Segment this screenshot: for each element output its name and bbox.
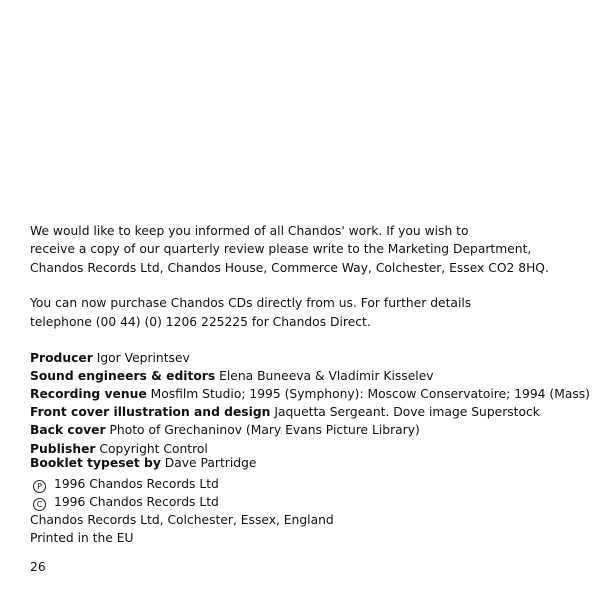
credit-value: Dave Partridge	[164, 456, 257, 470]
phonogram-icon: P	[33, 480, 46, 493]
credit-value: Copyright Control	[99, 442, 208, 456]
credit-value: Jaquetta Sergeant. Dove image Superstock	[274, 405, 540, 419]
credit-value: Mosfilm Studio; 1995 (Symphony): Moscow Conservatoire; 1994 (Mass)	[150, 387, 590, 401]
credit-front-cover	[30, 404, 540, 420]
credit-value: Photo of Grechaninov (Mary Evans Picture Library)	[109, 423, 420, 437]
phonographic-copyright	[33, 476, 219, 493]
purchase-line: telephone (00 44) (0) 1206 225225 for Chandos Direct.	[30, 315, 371, 329]
credit-label: Front cover illustration and design	[30, 405, 271, 419]
printed-in: Printed in the EU	[30, 531, 134, 545]
credit-back-cover	[30, 422, 420, 438]
credit-label: Producer	[30, 351, 93, 365]
credit-label: Booklet typeset by	[30, 456, 161, 470]
credit-value: Igor Veprintsev	[96, 351, 190, 365]
credit-producer	[30, 350, 190, 366]
credit-label: Back cover	[30, 423, 106, 437]
copyright-icon: C	[33, 498, 46, 511]
credit-label: Recording venue	[30, 387, 147, 401]
credit-label: Sound engineers & editors	[30, 369, 216, 383]
intro-line: Chandos Records Ltd, Chandos House, Commerce Way, Colchester, Essex CO2 8HQ.	[30, 261, 549, 275]
copyright-text: 1996 Chandos Records Ltd	[54, 477, 219, 491]
page-number: 26	[30, 560, 46, 574]
credit-label: Publisher	[30, 442, 96, 456]
credit-typeset	[30, 455, 256, 471]
company-address: Chandos Records Ltd, Colchester, Essex, England	[30, 513, 334, 527]
credit-recording-venue	[30, 386, 590, 402]
purchase-line: You can now purchase Chandos CDs directly from us. For further details	[30, 296, 472, 310]
copyright	[33, 494, 219, 511]
credit-sound-engineers	[30, 368, 434, 384]
intro-line: We would like to keep you informed of all Chandos' work. If you wish to	[30, 224, 469, 238]
intro-line: receive a copy of our quarterly review please write to the Marketing Department,	[30, 242, 532, 256]
copyright-text: 1996 Chandos Records Ltd	[54, 495, 219, 509]
credit-value: Elena Buneeva & Vladimir Kisselev	[219, 369, 434, 383]
